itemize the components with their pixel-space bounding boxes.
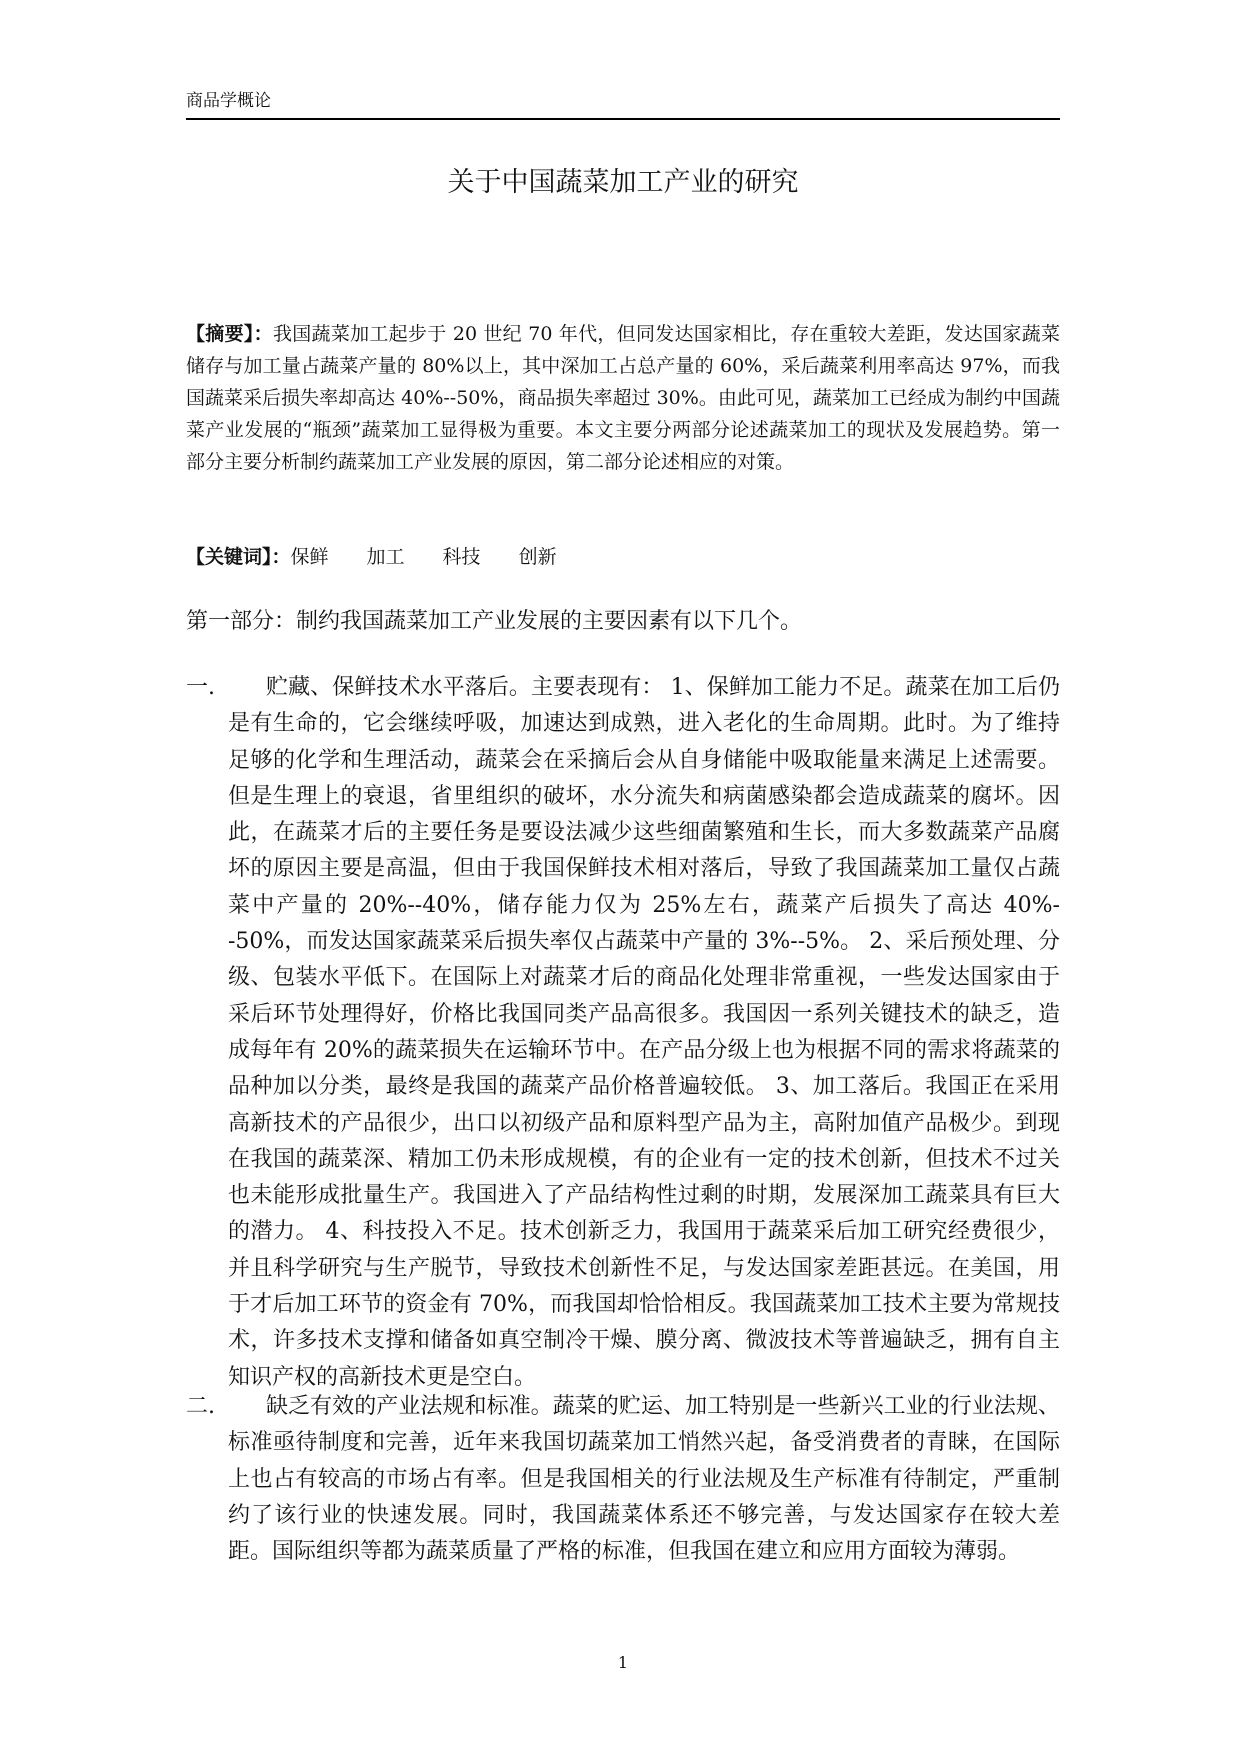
page-number: 1 (617, 1653, 629, 1672)
section-one (186, 670, 1060, 1396)
keywords (186, 541, 1060, 573)
section-marker: 二. (186, 1394, 215, 1419)
section-body: 缺乏有效的产业法规和标准。蔬菜的贮运、加工特别是一些新兴工业的行业法规、标准亟待制度和完善，近年来我国切蔬菜加工悄然兴起，备受消费者的青睐，在国际上也占有较高的市场占有率。但是我国相关的行业法规及生产标准有待制定，严重制约了该行业的快速发展。同时，我国蔬菜体系还不够完善，与发达国家存在较大差距。国际组织等都为蔬菜质量了严格的标准，但我国在建立和应用方面较为薄弱。 (228, 1394, 1060, 1565)
document-title: 关于中国蔬菜加工产业的研究 (447, 167, 799, 198)
abstract-text: 我国蔬菜加工起步于 20 世纪 70 年代，但同发达国家相比，存在重较大差距，发达国家蔬菜储存与加工量占蔬菜产量的 80%以上，其中深加工占总产量的 60%，采后蔬菜利用率高达 97%，而我国蔬菜采后损失率却高达 40%--50%，商品损失率超过 30%。由此可见，蔬菜加工已经成为制约中国蔬菜产业发展的“瓶颈”蔬菜加工显得极为重要。本文主要分两部分论述蔬菜加工的现状及发展趋势。第一部分主要分析制约蔬菜加工产业发展的原因，第二部分论述相应的对策。 (186, 323, 1060, 473)
keyword-item: 科技 (442, 546, 481, 568)
section-marker: 一. (186, 675, 215, 700)
running-header (186, 88, 1060, 120)
keyword-item: 创新 (518, 546, 557, 568)
keyword-item: 加工 (366, 546, 405, 568)
running-header-title: 商品学概论 (186, 91, 271, 111)
abstract (186, 318, 1060, 478)
section-body: 贮藏、保鲜技术水平落后。主要表现有： 1、保鲜加工能力不足。蔬菜在加工后仍是有生命的，它会继续呼吸，加速达到成熟，进入老化的生命周期。此时。为了维持足够的化学和生理活动，蔬菜会在采摘后会从自身储能中吸取能量来满足上述需要。但是生理上的衰退，省里组织的破坏，水分流失和病菌感染都会造成蔬菜的腐坏。因此，在蔬菜才后的主要任务是要设法减少这些细菌繁殖和生长，而大多数蔬菜产品腐坏的原因主要是高温，但由于我国保鲜技术相对落后，导致了我国蔬菜加工量仅占蔬菜中产量的 20%--40%，储存能力仅为 25%左右，蔬菜产后损失了高达 40%--50%，而发达国家蔬菜采后损失率仅占蔬菜中产量的 3%--5%。 2、采后预处理、分级、包装水平低下。在国际上对蔬菜才后的商品化处理非常重视，一些发达国家由于采后环节处理得好，价格比我国同类产品高很多。我国因一系列关键技术的缺乏，造成每年有 20%的蔬菜损失在运输环节中。在产品分级上也为根据不同的需求将蔬菜的品种加以分类，最终是我国的蔬菜产品价格普遍较低。 3、加工落后。我国正在采用高新技术的产品很少，出口以初级产品和原料型产品为主，高附加值产品极少。到现在我国的蔬菜深、精加工仍未形成规模，有的企业有一定的技术创新，但技术不过关也未能形成批量生产。我国进入了产品结构性过剩的时期，发展深加工蔬菜具有巨大的潜力。 4、科技投入不足。技术创新乏力，我国用于蔬菜采后加工研究经费很少，并且科学研究与生产脱节，导致技术创新性不足，与发达国家差距甚远。在美国，用于才后加工环节的资金有 70%，而我国却恰恰相反。我国蔬菜加工技术主要为常规技术，许多技术支撑和储备如真空制冷干燥、膜分离、微波技术等普遍缺乏，拥有自主知识产权的高新技术更是空白。 (228, 675, 1060, 1390)
keywords-label: 【关键词】： (186, 546, 291, 568)
part-one-heading: 第一部分：制约我国蔬菜加工产业发展的主要因素有以下几个。 (186, 609, 803, 634)
keyword-item: 保鲜 (290, 546, 329, 568)
section-two (186, 1389, 1060, 1570)
abstract-label: 【摘要】： (186, 323, 273, 345)
